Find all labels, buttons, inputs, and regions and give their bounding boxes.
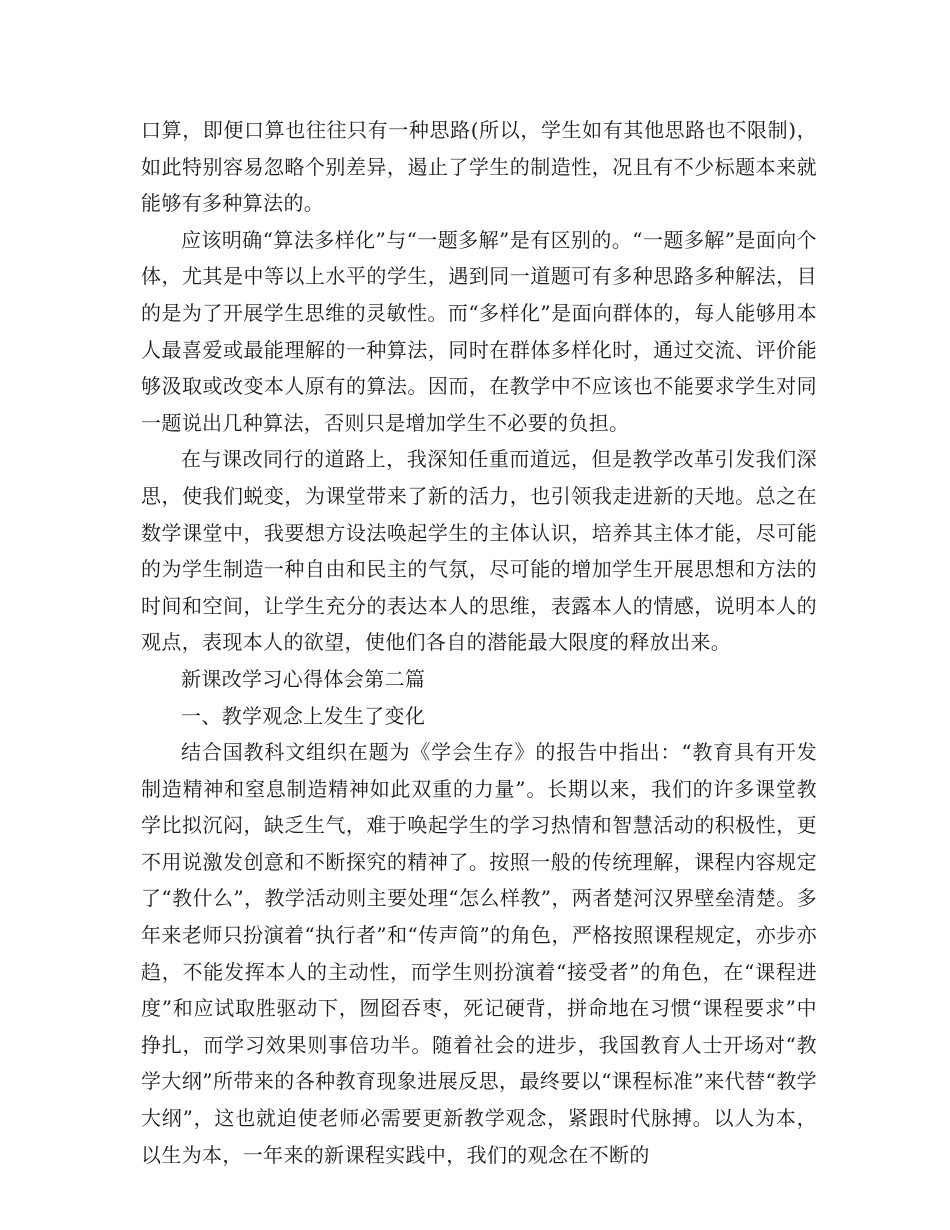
paragraph-algorithm-diversity: 应该明确“算法多样化”与“一题多解”是有区别的。“一题多解”是面向个体，尤其是中等以上水平的学生，遇到同一道题可有多种思路多种解法，目的是为了开展学生思维的灵敏性。而“多样化”是面向群体的，每人能够用本人最喜爱或最能理解的一种算法，同时在群体多样化时，通过交流、评价能够汲取或改变本人原有的算法。因而，在教学中不应该也不能要求学生对同一题说出几种算法，否则只是增加学生不必要的负担。 [141,227,817,435]
paragraph-continuation: 口算，即便口算也往往只有一种思路(所以，学生如有其他思路也不限制)，如此特别容易忽略个别差异，遏止了学生的制造性，况且有不少标题本来就能够有多种算法的。 [141,118,817,216]
subsection-heading: 一、教学观念上发生了变化 [181,703,426,728]
paragraph-teaching-concepts: 结合国教科文组织在题为《学会生存》的报告中指出：“教育具有开发制造精神和窒息制造精神如此双重的力量”。长期以来，我们的许多课堂教学比拟沉闷，缺乏生气，难于唤起学生的学习热情和智慧活动的积极性，更不用说激发创意和不断探究的精神了。按照一般的传统理解，课程内容规定了“教什么”，教学活动则主要处理“怎么样教”，两者楚河汉界壁垒清楚。多年来老师只扮演着“执行者”和“传声筒”的角色，严格按照课程规定，亦步亦趋，不能发挥本人的主动性，而学生则扮演着“接受者”的角色，在“课程进度”和应试取胜驱动下，囫囵吞枣，死记硬背，拼命地在习惯“课程要求”中挣扎，而学习效果则事倍功半。随着社会的进步，我国教育人士开场对“教学大纲”所带来的各种教育现象进展反思，最终要以“课程标准”来代替“教学大纲”，这也就迫使老师必需要更新教学观念，紧跟时代脉搏。以人为本，以生为本，一年来的新课程实践中，我们的观念在不断的 [141,740,817,1167]
paragraph-reform-reflection: 在与课改同行的道路上，我深知任重而道远，但是教学改革引发我们深思，使我们蜕变，为课堂带来了新的活力，也引领我走进新的天地。总之在数学课堂中，我要想方设法唤起学生的主体认识，培养其主体才能，尽可能的为学生制造一种自由和民主的气氛，尽可能的增加学生开展思想和方法的时间和空间，让学生充分的表达本人的思维，表露本人的情感，说明本人的观点，表现本人的欲望，使他们各自的潜能最大限度的释放出来。 [141,447,817,655]
section-title: 新课改学习心得体会第二篇 [181,666,426,691]
document-body [141,112,817,1173]
